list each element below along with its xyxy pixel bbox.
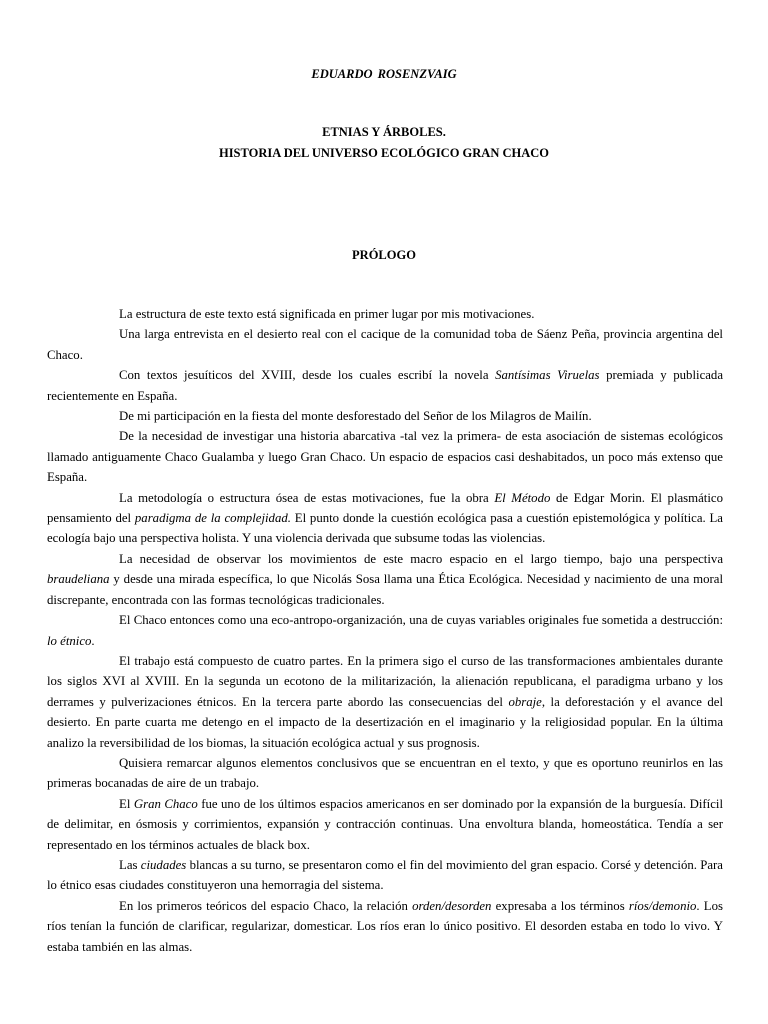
italic-run: ciudades: [140, 857, 187, 872]
paragraph: [47, 304, 723, 324]
text-run: expresaba a los términos: [491, 898, 629, 913]
italic-run: orden/desorden: [412, 898, 492, 913]
section-heading: PRÓLOGO: [352, 248, 416, 262]
text-run: De la necesidad de investigar una historia abarcativa -tal vez la primera- de esta asociación de sistemas ecológicos llamado antiguamente Chaco Gualamba y luego Gran Chaco. Un espacio de espacios casi deshabitados, un poco más extenso que España.: [47, 429, 723, 485]
text-run: El trabajo está compuesto de cuatro partes. En la primera sigo el curso de las transformaciones ambientales durante los siglos XVI al XVIII. En la segunda un ecotono de la militarización, la alienación republicana, el paradigma urbano y los derrames y pulverizaciones étnicos. En la tercera parte abordo las consecuencias del: [47, 653, 723, 709]
text-run: La estructura de este texto está significada en primer lugar por mis motivaciones.: [119, 307, 535, 321]
text-run: premiada y publicada recientemente en España.: [47, 368, 724, 403]
text-run: El: [119, 796, 134, 811]
text-run: La metodología o estructura ósea de estas motivaciones, fue la obra: [119, 490, 495, 505]
text-run: .: [91, 633, 95, 648]
text-run: El punto donde la cuestión ecológica pasa a cuestión epistemológica y política. La ecología bajo una perspectiva holista. Y una violencia derivada que subsume todas las violencias.: [47, 511, 723, 546]
paragraph: [47, 488, 723, 549]
text-run: blancas a su turno, se presentaron como el fin del movimiento del gran espacio. Corsé y detención. Para lo étnico esas ciudades constituyeron una hemorragia del sistema.: [47, 857, 723, 893]
paragraph: [47, 324, 723, 365]
italic-run: braudeliana: [47, 572, 110, 587]
paragraph: [47, 365, 723, 406]
italic-run: ríos/demonio: [628, 898, 697, 913]
author-name: EDUARDO ROSENZVAIG: [311, 67, 457, 81]
paragraph: [47, 406, 723, 426]
italic-run: obraje: [508, 694, 542, 709]
body-text: [47, 304, 723, 957]
paragraph: [47, 651, 723, 753]
italic-run: paradigma de la complejidad.: [134, 511, 291, 526]
title-line-1: ETNIAS Y ÁRBOLES.: [322, 125, 446, 139]
paragraph: [47, 549, 723, 610]
text-run: De mi participación en la fiesta del monte desforestado del Señor de los Milagros de Mailín.: [119, 409, 592, 424]
text-run: En los primeros teóricos del espacio Chaco, la relación: [119, 898, 413, 913]
text-run: Con textos jesuíticos del XVIII, desde los cuales escribí la novela: [119, 368, 496, 383]
text-run: , la deforestación y el avance del desierto. En parte cuarta me detengo en el impacto de la desertización en el imaginario y la religiosidad popular. En la última analizo la reversibilidad de los biomas, la situación ecológica actual y sus prognosis.: [47, 694, 724, 750]
text-run: La necesidad de observar los movimientos de este macro espacio en el largo tiempo, bajo una perspectiva: [119, 551, 723, 566]
text-run: . Los ríos tenían la función de clarificar, regularizar, domesticar. Los ríos eran lo único positivo. El desorden estaba en todo lo vivo. Y estaba también en las almas.: [47, 898, 723, 954]
title-line-2: HISTORIA DEL UNIVERSO ECOLÓGICO GRAN CHACO: [218, 146, 550, 160]
italic-run: Gran Chaco: [133, 796, 198, 811]
paragraph: [47, 610, 723, 651]
paragraph: [47, 426, 723, 487]
text-run: Quisiera remarcar algunos elementos conclusivos que se encuentran en el texto, y que es oportuno reunirlos en las primeras bocanadas de aire de un trabajo.: [47, 755, 723, 791]
paragraph: [47, 855, 723, 896]
italic-run: El Método: [494, 490, 551, 505]
text-run: Una larga entrevista en el desierto real con el cacique de la comunidad toba de Sáenz Peña, provincia argentina del Chaco.: [47, 327, 723, 362]
text-run: El Chaco entonces como una eco-antropo-organización, una de cuyas variables originales fue sometida a destrucción:: [119, 613, 723, 628]
text-run: Las: [119, 857, 141, 872]
paragraph: [47, 794, 723, 855]
paragraph: [47, 753, 723, 794]
text-run: de Edgar Morin. El plasmático pensamiento del: [47, 490, 723, 526]
italic-run: Santísimas Viruelas: [495, 368, 600, 383]
text-run: y desde una mirada específica, lo que Nicolás Sosa llama una Ética Ecológica. Necesidad y nacimiento de una moral discrepante, encontrada con las formas tecnológicas tradicionales.: [47, 572, 723, 607]
paragraph: [47, 896, 723, 957]
text-run: fue uno de los últimos espacios americanos en ser dominado por la expansión de la burguesía. Difícil de delimitar, en ósmosis y corrimientos, expansión y contracción continuas. Una envoltura blanda, homeostática. Tendía a ser representado en los términos actuales de black box.: [47, 796, 723, 852]
italic-run: lo étnico: [47, 633, 92, 648]
